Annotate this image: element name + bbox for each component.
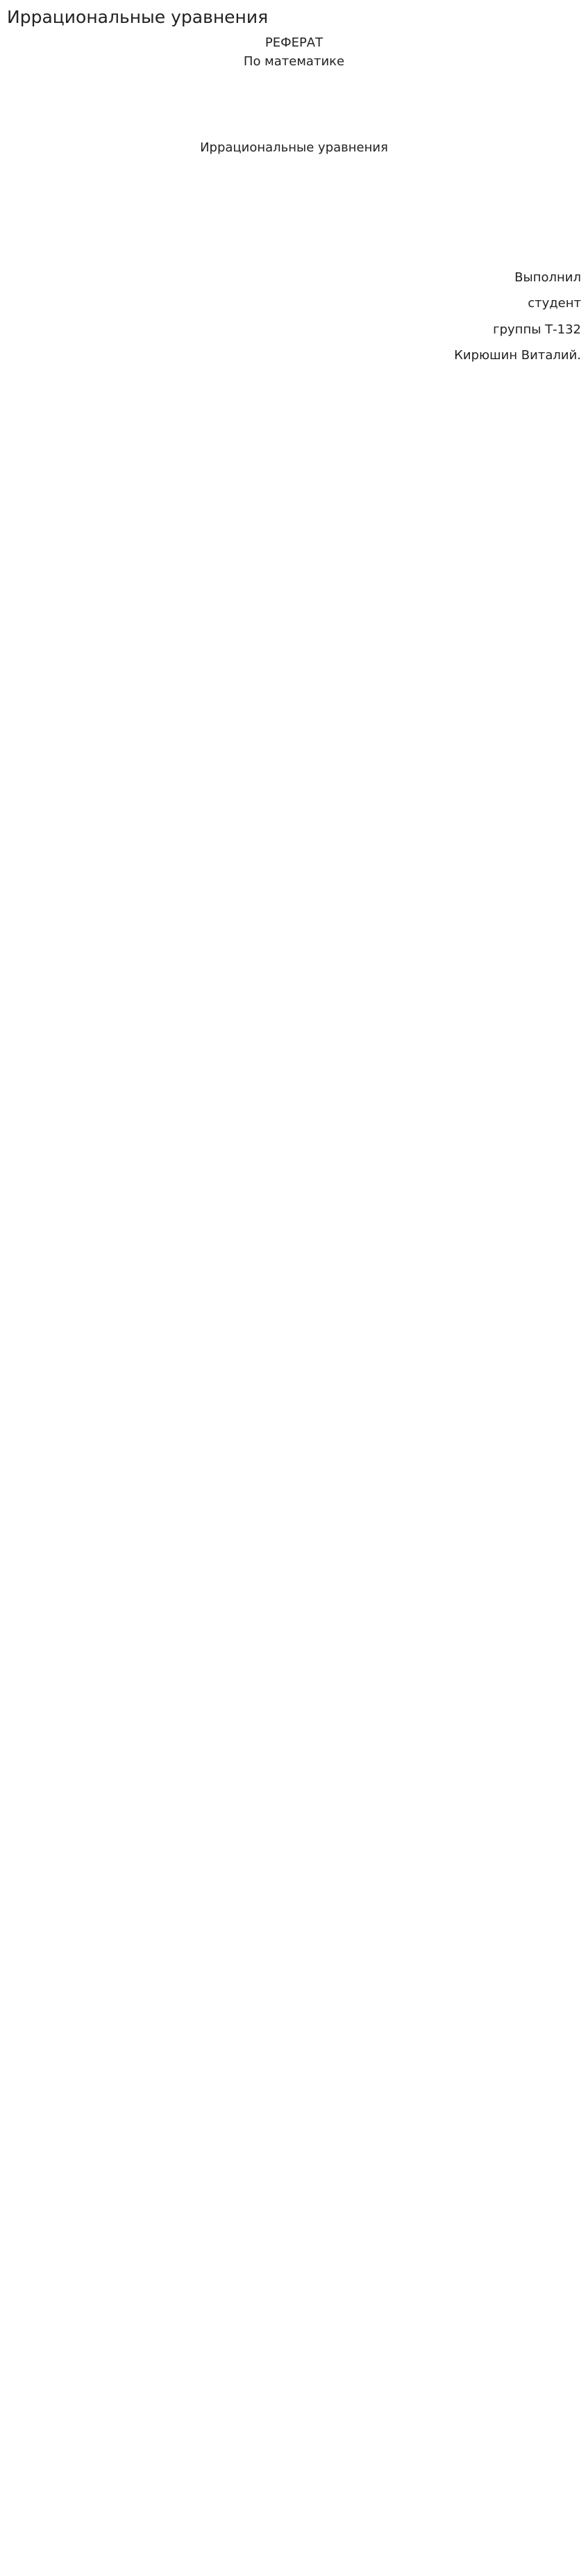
author-line-2: студент bbox=[528, 296, 581, 311]
body-gap bbox=[7, 372, 581, 415]
author-line-1: Выполнил bbox=[514, 270, 581, 286]
author-line-3: группы Т-132 bbox=[493, 322, 581, 337]
page-title: Иррациональные уравнения bbox=[7, 7, 269, 27]
main-title: Иррациональные уравнения bbox=[200, 140, 388, 155]
document-page bbox=[0, 0, 588, 429]
header-line-2: По математике bbox=[243, 54, 345, 69]
header-line-1: РЕФЕРАТ bbox=[264, 35, 324, 50]
author-line-4: Кирюшин Виталий. bbox=[454, 348, 581, 363]
author-block bbox=[7, 268, 581, 365]
